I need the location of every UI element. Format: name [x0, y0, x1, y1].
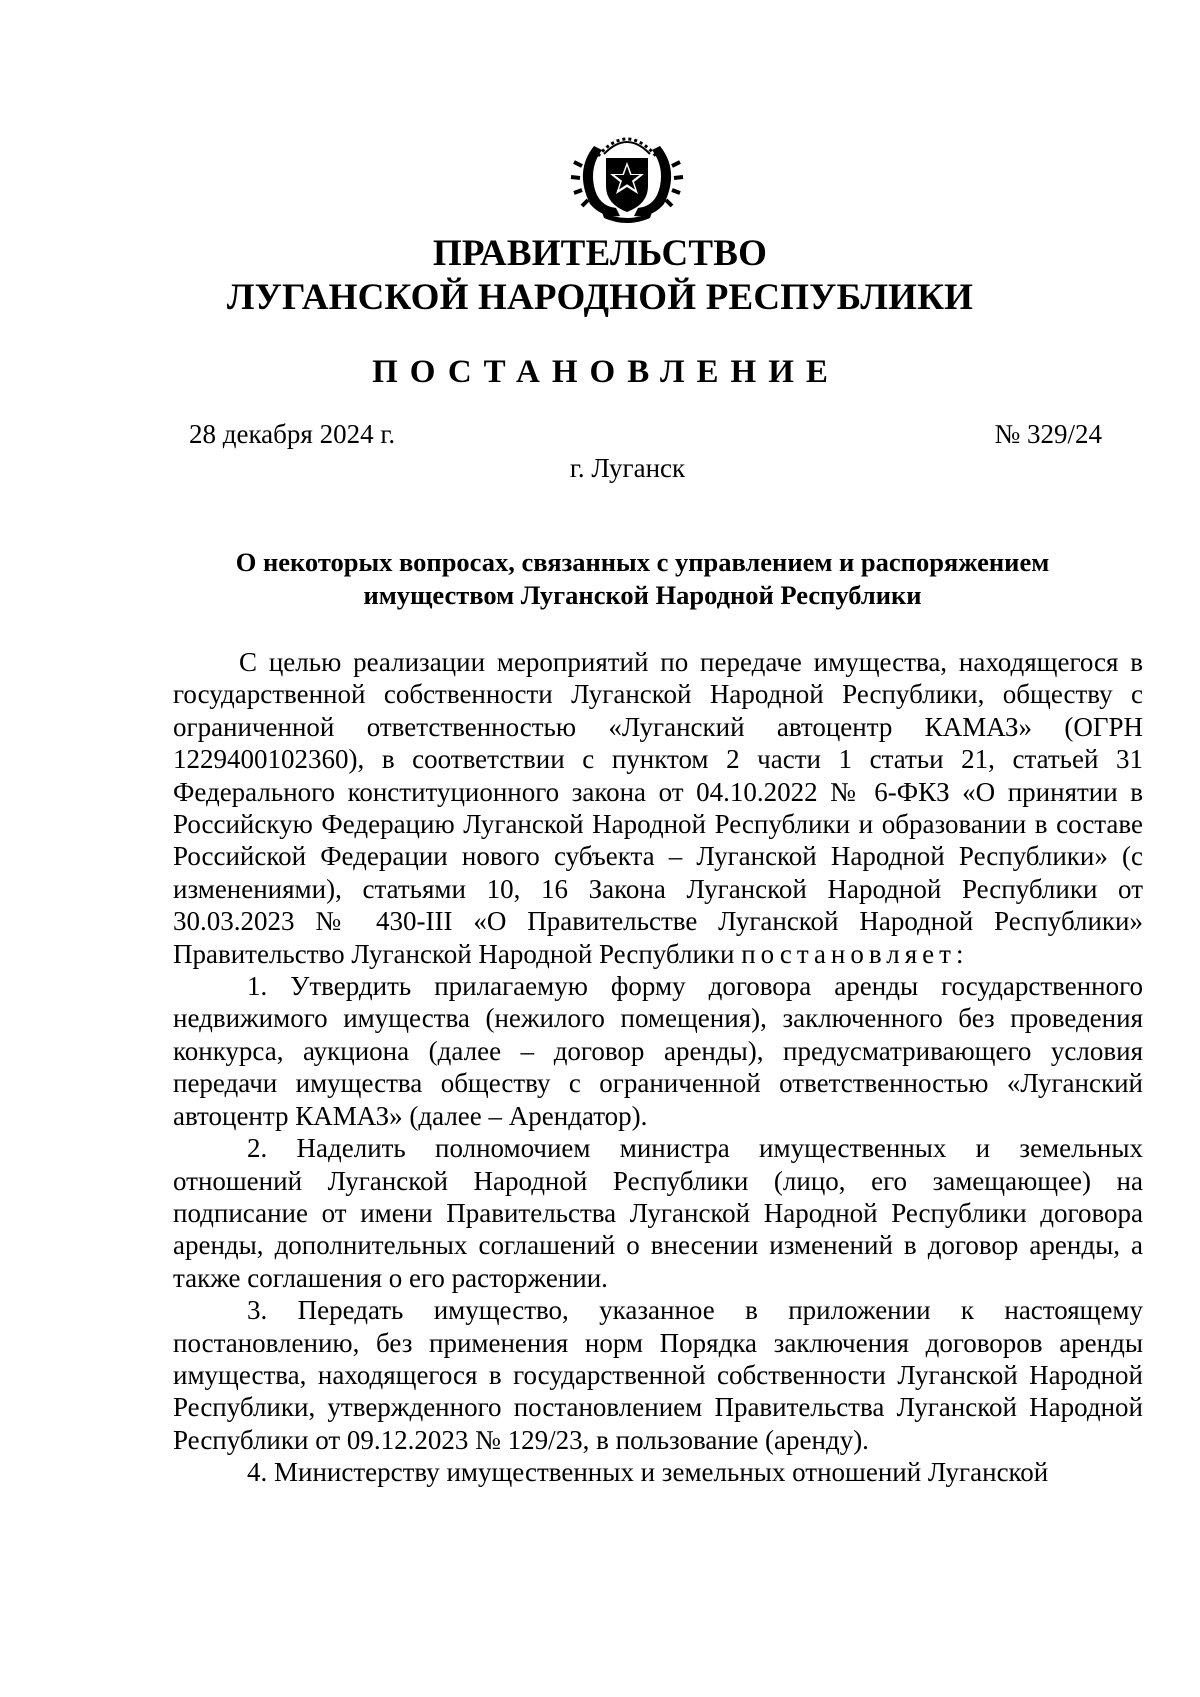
- organization-title-line2: ЛУГАНСКОЙ НАРОДНОЙ РЕСПУБЛИКИ: [226, 277, 974, 318]
- item-1-paragraph: 1. Утвердить прилагаемую форму договора аренды государственного недвижимого имущества (нежилого помещения), заключенного без проведения конкурса, аукциона (далее – договор аренды), предусматривающего условия передачи имущества обществу с ограниченной ответственностью «Луганский автоцентр КАМАЗ» (далее – Арендатор).: [173, 971, 1143, 1131]
- document-number: № 329/24: [994, 419, 1102, 449]
- subject-line2: имуществом Луганской Народной Республики: [363, 580, 922, 610]
- subject-line1: О некоторых вопросах, связанных с управлением и распоряжением: [235, 547, 1050, 577]
- item-3-paragraph: 3. Передать имущество, указанное в приложении к настоящему постановлению, без применения норм Порядка заключения договоров аренды имущества, находящегося в государственной собственности Луганской Народной Республики, утвержденного постановлением Правительства Луганской Народной Республики от 09.12.2023 № 129/23, в пользование (аренду).: [173, 1295, 1143, 1455]
- preamble-paragraph: [173, 646, 1143, 970]
- item-4-paragraph: 4. Министерству имущественных и земельных отношений Луганской: [247, 1457, 1049, 1488]
- decrees-word: постановляет:: [741, 938, 969, 969]
- document-subject: [150, 546, 1135, 612]
- coat-of-arms-icon: [568, 116, 686, 224]
- organization-title-line1: ПРАВИТЕЛЬСТВО: [432, 233, 768, 274]
- document-city: г. Луганск: [569, 453, 686, 483]
- document-body: [173, 646, 1143, 1489]
- document-type: ПОСТАНОВЛЕНИЕ: [372, 354, 840, 390]
- item-2-paragraph: 2. Наделить полномочием министра имущественных и земельных отношений Луганской Народной Республики (лицо, его замещающее) на подписание от имени Правительства Луганской Народной Республики договора аренды, дополнительных соглашений о внесении изменений в договор аренды, а также соглашения о его расторжении.: [173, 1133, 1143, 1293]
- document-date: 28 декабря 2024 г.: [189, 419, 396, 449]
- preamble-text: С целью реализации мероприятий по передаче имущества, находящегося в государственной собственности Луганской Народной Республики, обществу с ограниченной ответственностью «Луганский автоцентр КАМАЗ» (ОГРН 1229400102360), в соответствии с пунктом 2 части 1 статьи 21, статьей 31 Федерального конституционного закона от 04.10.2022 № 6-ФКЗ «О принятии в Российскую Федерацию Луганской Народной Республики и образовании в составе Российской Федерации нового субъекта – Луганской Народной Республики» (с изменениями), статьями 10, 16 Закона Луганской Народной Республики от 30.03.2023 № 430-III «О Правительстве Луганской Народной Республики» Правительство Луганской Народной Республики: [173, 647, 1143, 969]
